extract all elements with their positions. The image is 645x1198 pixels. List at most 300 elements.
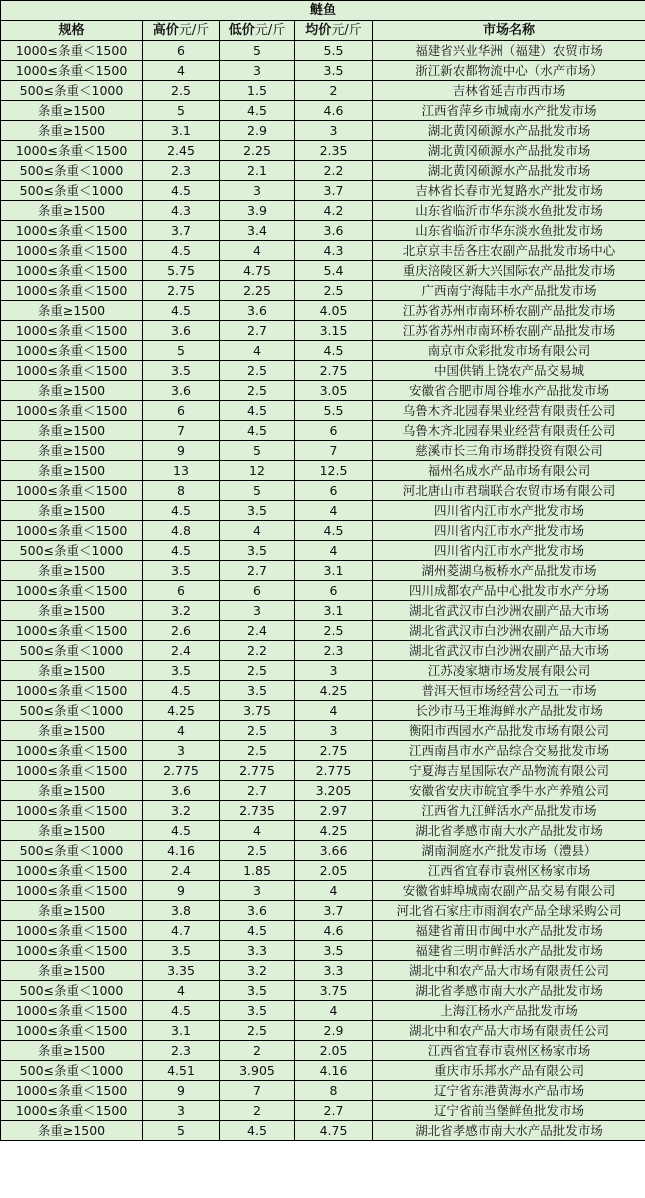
market-cell: 湖北省武汉市白沙洲农副产品大市场 — [373, 601, 645, 621]
market-cell: 山东省临沂市华东淡水鱼批发市场 — [373, 221, 645, 241]
high-price-cell: 8 — [143, 481, 220, 501]
low-price-cell: 2.4 — [220, 621, 295, 641]
avg-price-cell: 2.35 — [295, 141, 373, 161]
avg-price-cell: 3.1 — [295, 561, 373, 581]
spec-cell: 500≤条重＜1000 — [1, 1061, 143, 1081]
spec-cell: 1000≤条重＜1500 — [1, 481, 143, 501]
table-row — [1, 221, 645, 241]
low-price-cell: 2.775 — [220, 761, 295, 781]
header-row — [1, 21, 645, 41]
market-cell: 湖北省武汉市白沙洲农副产品大市场 — [373, 621, 645, 641]
market-cell: 北京京丰岳各庄农副产品批发市场中心 — [373, 241, 645, 261]
spec-cell: 1000≤条重＜1500 — [1, 761, 143, 781]
avg-price-cell: 3.3 — [295, 961, 373, 981]
avg-price-cell: 8 — [295, 1081, 373, 1101]
avg-price-cell: 2.775 — [295, 761, 373, 781]
table-row — [1, 341, 645, 361]
table-row — [1, 821, 645, 841]
table-row — [1, 1101, 645, 1121]
spec-cell: 1000≤条重＜1500 — [1, 941, 143, 961]
table-title-row — [1, 1, 645, 21]
high-price-cell: 9 — [143, 881, 220, 901]
low-price-cell: 12 — [220, 461, 295, 481]
high-price-cell: 2.4 — [143, 641, 220, 661]
low-price-cell: 2.5 — [220, 661, 295, 681]
low-price-cell: 2.1 — [220, 161, 295, 181]
high-price-cell: 3.1 — [143, 1021, 220, 1041]
header-high-label: 高价 — [152, 23, 179, 38]
spec-cell: 1000≤条重＜1500 — [1, 741, 143, 761]
low-price-cell: 2.7 — [220, 561, 295, 581]
low-price-cell: 2 — [220, 1101, 295, 1121]
spec-cell: 1000≤条重＜1500 — [1, 281, 143, 301]
low-price-cell: 3.5 — [220, 541, 295, 561]
low-price-cell: 3.2 — [220, 961, 295, 981]
avg-price-cell: 5.5 — [295, 41, 373, 61]
avg-price-cell: 6 — [295, 581, 373, 601]
low-price-cell: 3.4 — [220, 221, 295, 241]
avg-price-cell: 5.4 — [295, 261, 373, 281]
table-row — [1, 1021, 645, 1041]
table-row — [1, 481, 645, 501]
spec-cell: 条重≥1500 — [1, 601, 143, 621]
low-price-cell: 4.5 — [220, 921, 295, 941]
avg-price-cell: 3.5 — [295, 941, 373, 961]
high-price-cell: 4.25 — [143, 701, 220, 721]
market-cell: 江苏凌家塘市场发展有限公司 — [373, 661, 645, 681]
table-row — [1, 521, 645, 541]
high-price-cell: 5 — [143, 101, 220, 121]
avg-price-cell: 4.05 — [295, 301, 373, 321]
market-cell: 重庆市乐邦水产品有限公司 — [373, 1061, 645, 1081]
spec-cell: 500≤条重＜1000 — [1, 541, 143, 561]
avg-price-cell: 4.5 — [295, 521, 373, 541]
table-row — [1, 141, 645, 161]
low-price-cell: 4 — [220, 521, 295, 541]
high-price-cell: 6 — [143, 41, 220, 61]
table-row — [1, 841, 645, 861]
low-price-cell: 2.25 — [220, 281, 295, 301]
spec-cell: 条重≥1500 — [1, 1121, 143, 1141]
table-row — [1, 81, 645, 101]
avg-price-cell: 3.5 — [295, 61, 373, 81]
market-cell: 浙江新农都物流中心（水产市场） — [373, 61, 645, 81]
market-cell: 四川省内江市水产批发市场 — [373, 541, 645, 561]
market-cell: 乌鲁木齐北园春果业经营有限责任公司 — [373, 401, 645, 421]
avg-price-cell: 3.75 — [295, 981, 373, 1001]
avg-price-cell: 4.25 — [295, 821, 373, 841]
market-cell: 河北省石家庄市雨润农产品全球采购公司 — [373, 901, 645, 921]
market-cell: 福建省三明市鲜活水产品批发市场 — [373, 941, 645, 961]
high-price-cell: 3.7 — [143, 221, 220, 241]
low-price-cell: 2.7 — [220, 321, 295, 341]
spec-cell: 条重≥1500 — [1, 441, 143, 461]
high-price-cell: 2.75 — [143, 281, 220, 301]
avg-price-cell: 2 — [295, 81, 373, 101]
header-low-unit: 元/斤 — [254, 23, 286, 38]
table-row — [1, 101, 645, 121]
table-row — [1, 561, 645, 581]
spec-cell: 条重≥1500 — [1, 721, 143, 741]
spec-cell: 500≤条重＜1000 — [1, 841, 143, 861]
table-row — [1, 601, 645, 621]
table-row — [1, 461, 645, 481]
table-row — [1, 401, 645, 421]
high-price-cell: 5 — [143, 341, 220, 361]
table-row — [1, 261, 645, 281]
high-price-cell: 4.5 — [143, 821, 220, 841]
table-row — [1, 1081, 645, 1101]
high-price-cell: 4.5 — [143, 501, 220, 521]
low-price-cell: 3.6 — [220, 901, 295, 921]
high-price-cell: 2.4 — [143, 861, 220, 881]
market-cell: 河北唐山市君瑞联合农贸市场有限公司 — [373, 481, 645, 501]
low-price-cell: 3 — [220, 61, 295, 81]
high-price-cell: 3 — [143, 741, 220, 761]
avg-price-cell: 4.3 — [295, 241, 373, 261]
market-cell: 江苏省苏州市南环桥农副产品批发市场 — [373, 301, 645, 321]
table-row — [1, 201, 645, 221]
avg-price-cell: 7 — [295, 441, 373, 461]
low-price-cell: 5 — [220, 441, 295, 461]
table-row — [1, 901, 645, 921]
low-price-cell: 3.5 — [220, 1001, 295, 1021]
market-cell: 慈溪市长三角市场群投资有限公司 — [373, 441, 645, 461]
spec-cell: 1000≤条重＜1500 — [1, 221, 143, 241]
spec-cell: 1000≤条重＜1500 — [1, 1001, 143, 1021]
table-row — [1, 701, 645, 721]
table-row — [1, 361, 645, 381]
high-price-cell: 2.5 — [143, 81, 220, 101]
avg-price-cell: 2.75 — [295, 361, 373, 381]
high-price-cell: 7 — [143, 421, 220, 441]
spec-cell: 条重≥1500 — [1, 121, 143, 141]
table-row — [1, 381, 645, 401]
market-cell: 安徽省安庆市皖宜季牛水产养殖公司 — [373, 781, 645, 801]
market-cell: 山东省临沂市华东淡水鱼批发市场 — [373, 201, 645, 221]
market-cell: 吉林省长春市光复路水产批发市场 — [373, 181, 645, 201]
avg-price-cell: 2.75 — [295, 741, 373, 761]
header-high-unit: 元/斤 — [178, 23, 210, 38]
low-price-cell: 3.5 — [220, 981, 295, 1001]
avg-price-cell: 12.5 — [295, 461, 373, 481]
avg-price-cell: 4.6 — [295, 101, 373, 121]
header-market: 市场名称 — [373, 21, 645, 41]
low-price-cell: 3 — [220, 181, 295, 201]
table-title: 鲢鱼 — [1, 1, 645, 21]
spec-cell: 1000≤条重＜1500 — [1, 801, 143, 821]
high-price-cell: 3.2 — [143, 801, 220, 821]
market-cell: 湖北省武汉市白沙洲农副产品大市场 — [373, 641, 645, 661]
high-price-cell: 2.45 — [143, 141, 220, 161]
table-row — [1, 1001, 645, 1021]
market-cell: 湖北省孝感市南大水产品批发市场 — [373, 821, 645, 841]
low-price-cell: 2.735 — [220, 801, 295, 821]
avg-price-cell: 5.5 — [295, 401, 373, 421]
spec-cell: 1000≤条重＜1500 — [1, 401, 143, 421]
table-row — [1, 761, 645, 781]
market-cell: 安徽省合肥市周谷堆水产品批发市场 — [373, 381, 645, 401]
spec-cell: 条重≥1500 — [1, 961, 143, 981]
market-cell: 乌鲁木齐北园春果业经营有限责任公司 — [373, 421, 645, 441]
low-price-cell: 6 — [220, 581, 295, 601]
header-low-label: 低价 — [228, 23, 255, 38]
spec-cell: 1000≤条重＜1500 — [1, 241, 143, 261]
high-price-cell: 3.6 — [143, 321, 220, 341]
low-price-cell: 2.5 — [220, 1021, 295, 1041]
high-price-cell: 5 — [143, 1121, 220, 1141]
high-price-cell: 3.5 — [143, 941, 220, 961]
table-row — [1, 501, 645, 521]
low-price-cell: 2.2 — [220, 641, 295, 661]
avg-price-cell: 4 — [295, 701, 373, 721]
spec-cell: 1000≤条重＜1500 — [1, 1021, 143, 1041]
market-cell: 湖北黄冈硕源水产品批发市场 — [373, 161, 645, 181]
avg-price-cell: 4 — [295, 1001, 373, 1021]
table-row — [1, 641, 645, 661]
spec-cell: 1000≤条重＜1500 — [1, 681, 143, 701]
table-row — [1, 981, 645, 1001]
high-price-cell: 6 — [143, 581, 220, 601]
market-cell: 吉林省延吉市西市场 — [373, 81, 645, 101]
high-price-cell: 4.5 — [143, 241, 220, 261]
low-price-cell: 2.9 — [220, 121, 295, 141]
high-price-cell: 4 — [143, 981, 220, 1001]
market-cell: 四川省内江市水产批发市场 — [373, 521, 645, 541]
table-row — [1, 421, 645, 441]
high-price-cell: 13 — [143, 461, 220, 481]
table-row — [1, 61, 645, 81]
avg-price-cell: 6 — [295, 421, 373, 441]
avg-price-cell: 4.5 — [295, 341, 373, 361]
low-price-cell: 3.3 — [220, 941, 295, 961]
table-row — [1, 301, 645, 321]
avg-price-cell: 3.7 — [295, 181, 373, 201]
spec-cell: 条重≥1500 — [1, 901, 143, 921]
low-price-cell: 2.5 — [220, 361, 295, 381]
high-price-cell: 3.8 — [143, 901, 220, 921]
high-price-cell: 2.3 — [143, 161, 220, 181]
avg-price-cell: 4.2 — [295, 201, 373, 221]
table-row — [1, 1061, 645, 1081]
market-cell: 福州名成水产品市场有限公司 — [373, 461, 645, 481]
avg-price-cell: 2.5 — [295, 281, 373, 301]
table-row — [1, 861, 645, 881]
spec-cell: 条重≥1500 — [1, 561, 143, 581]
market-cell: 湖州菱湖乌板桥水产品批发市场 — [373, 561, 645, 581]
market-cell: 南京市众彩批发市场有限公司 — [373, 341, 645, 361]
spec-cell: 1000≤条重＜1500 — [1, 361, 143, 381]
table-row — [1, 621, 645, 641]
high-price-cell: 6 — [143, 401, 220, 421]
spec-cell: 条重≥1500 — [1, 821, 143, 841]
avg-price-cell: 3.7 — [295, 901, 373, 921]
spec-cell: 条重≥1500 — [1, 101, 143, 121]
low-price-cell: 4 — [220, 341, 295, 361]
spec-cell: 500≤条重＜1000 — [1, 81, 143, 101]
high-price-cell: 4.3 — [143, 201, 220, 221]
low-price-cell: 4.75 — [220, 261, 295, 281]
table-row — [1, 581, 645, 601]
market-cell: 湖北中和农产品大市场有限责任公司 — [373, 961, 645, 981]
table-row — [1, 541, 645, 561]
high-price-cell: 4.7 — [143, 921, 220, 941]
spec-cell: 条重≥1500 — [1, 1041, 143, 1061]
market-cell: 湖北省孝感市南大水产品批发市场 — [373, 981, 645, 1001]
spec-cell: 500≤条重＜1000 — [1, 161, 143, 181]
spec-cell: 1000≤条重＜1500 — [1, 921, 143, 941]
high-price-cell: 4.5 — [143, 1001, 220, 1021]
header-avg-label: 均价 — [305, 23, 332, 38]
spec-cell: 条重≥1500 — [1, 661, 143, 681]
table-row — [1, 1121, 645, 1141]
market-cell: 江苏省苏州市南环桥农副产品批发市场 — [373, 321, 645, 341]
high-price-cell: 3.1 — [143, 121, 220, 141]
spec-cell: 1000≤条重＜1500 — [1, 621, 143, 641]
high-price-cell: 3.5 — [143, 361, 220, 381]
low-price-cell: 1.85 — [220, 861, 295, 881]
table-row — [1, 661, 645, 681]
spec-cell: 1000≤条重＜1500 — [1, 261, 143, 281]
table-row — [1, 41, 645, 61]
avg-price-cell: 4 — [295, 881, 373, 901]
spec-cell: 条重≥1500 — [1, 421, 143, 441]
low-price-cell: 4.5 — [220, 101, 295, 121]
low-price-cell: 4.5 — [220, 421, 295, 441]
low-price-cell: 5 — [220, 41, 295, 61]
low-price-cell: 3.75 — [220, 701, 295, 721]
header-low-price — [220, 21, 295, 41]
high-price-cell: 9 — [143, 441, 220, 461]
low-price-cell: 3.5 — [220, 501, 295, 521]
high-price-cell: 4.5 — [143, 181, 220, 201]
low-price-cell: 7 — [220, 1081, 295, 1101]
spec-cell: 1000≤条重＜1500 — [1, 141, 143, 161]
market-cell: 辽宁省前当堡鲜鱼批发市场 — [373, 1101, 645, 1121]
spec-cell: 1000≤条重＜1500 — [1, 341, 143, 361]
avg-price-cell: 3.66 — [295, 841, 373, 861]
market-cell: 长沙市马王堆海鲜水产品批发市场 — [373, 701, 645, 721]
market-cell: 普洱天恒市场经营公司五一市场 — [373, 681, 645, 701]
header-avg-price — [295, 21, 373, 41]
low-price-cell: 2.5 — [220, 381, 295, 401]
avg-price-cell: 2.5 — [295, 621, 373, 641]
market-cell: 湖北中和农产品大市场有限责任公司 — [373, 1021, 645, 1041]
high-price-cell: 4.5 — [143, 301, 220, 321]
low-price-cell: 3 — [220, 881, 295, 901]
avg-price-cell: 2.9 — [295, 1021, 373, 1041]
low-price-cell: 4.5 — [220, 1121, 295, 1141]
spec-cell: 条重≥1500 — [1, 501, 143, 521]
avg-price-cell: 2.05 — [295, 1041, 373, 1061]
low-price-cell: 4.5 — [220, 401, 295, 421]
market-cell: 湖北省孝感市南大水产品批发市场 — [373, 1121, 645, 1141]
avg-price-cell: 3 — [295, 121, 373, 141]
high-price-cell: 2.3 — [143, 1041, 220, 1061]
high-price-cell: 3.35 — [143, 961, 220, 981]
low-price-cell: 2.7 — [220, 781, 295, 801]
high-price-cell: 2.775 — [143, 761, 220, 781]
high-price-cell: 5.75 — [143, 261, 220, 281]
table-body — [1, 41, 645, 1141]
table-row — [1, 801, 645, 821]
spec-cell: 500≤条重＜1000 — [1, 701, 143, 721]
market-cell: 江西省宜春市袁州区杨家市场 — [373, 1041, 645, 1061]
high-price-cell: 4.8 — [143, 521, 220, 541]
high-price-cell: 4 — [143, 721, 220, 741]
table-row — [1, 941, 645, 961]
low-price-cell: 3 — [220, 601, 295, 621]
header-spec: 规格 — [1, 21, 143, 41]
market-cell: 江西南昌市水产品综合交易批发市场 — [373, 741, 645, 761]
spec-cell: 条重≥1500 — [1, 461, 143, 481]
market-cell: 湖北黄冈硕源水产品批发市场 — [373, 141, 645, 161]
table-row — [1, 281, 645, 301]
low-price-cell: 2.25 — [220, 141, 295, 161]
low-price-cell: 3.9 — [220, 201, 295, 221]
avg-price-cell: 3 — [295, 661, 373, 681]
market-cell: 广西南宁海陆丰水产品批发市场 — [373, 281, 645, 301]
avg-price-cell: 3.15 — [295, 321, 373, 341]
table-row — [1, 961, 645, 981]
table-row — [1, 921, 645, 941]
high-price-cell: 4 — [143, 61, 220, 81]
spec-cell: 1000≤条重＜1500 — [1, 41, 143, 61]
spec-cell: 1000≤条重＜1500 — [1, 521, 143, 541]
low-price-cell: 4 — [220, 821, 295, 841]
high-price-cell: 4.5 — [143, 541, 220, 561]
avg-price-cell: 2.3 — [295, 641, 373, 661]
avg-price-cell: 3.1 — [295, 601, 373, 621]
avg-price-cell: 3.205 — [295, 781, 373, 801]
header-avg-unit: 元/斤 — [331, 23, 362, 38]
spec-cell: 1000≤条重＜1500 — [1, 321, 143, 341]
spec-cell: 1000≤条重＜1500 — [1, 1081, 143, 1101]
low-price-cell: 2.5 — [220, 721, 295, 741]
spec-cell: 500≤条重＜1000 — [1, 641, 143, 661]
low-price-cell: 4 — [220, 241, 295, 261]
market-cell: 安徽省蚌埠城南农副产品交易有限公司 — [373, 881, 645, 901]
spec-cell: 1000≤条重＜1500 — [1, 581, 143, 601]
avg-price-cell: 2.05 — [295, 861, 373, 881]
high-price-cell: 3.5 — [143, 561, 220, 581]
table-row — [1, 721, 645, 741]
spec-cell: 1000≤条重＜1500 — [1, 881, 143, 901]
market-cell: 衡阳市西园水产品批发市场有限公司 — [373, 721, 645, 741]
avg-price-cell: 4.6 — [295, 921, 373, 941]
table-row — [1, 741, 645, 761]
high-price-cell: 4.5 — [143, 681, 220, 701]
market-cell: 辽宁省东港黄海水产品市场 — [373, 1081, 645, 1101]
spec-cell: 条重≥1500 — [1, 301, 143, 321]
market-cell: 福建省莆田市闽中水产品批发市场 — [373, 921, 645, 941]
table-row — [1, 681, 645, 701]
low-price-cell: 2.5 — [220, 841, 295, 861]
spec-cell: 条重≥1500 — [1, 201, 143, 221]
high-price-cell: 2.6 — [143, 621, 220, 641]
market-cell: 江西省萍乡市城南水产批发市场 — [373, 101, 645, 121]
table-row — [1, 161, 645, 181]
market-cell: 湖南洞庭水产批发市场（澧县） — [373, 841, 645, 861]
spec-cell: 条重≥1500 — [1, 781, 143, 801]
low-price-cell: 1.5 — [220, 81, 295, 101]
avg-price-cell: 4.16 — [295, 1061, 373, 1081]
avg-price-cell: 2.7 — [295, 1101, 373, 1121]
avg-price-cell: 6 — [295, 481, 373, 501]
market-cell: 江西省九江鲜活水产品批发市场 — [373, 801, 645, 821]
table-row — [1, 441, 645, 461]
market-cell: 上海江杨水产品批发市场 — [373, 1001, 645, 1021]
